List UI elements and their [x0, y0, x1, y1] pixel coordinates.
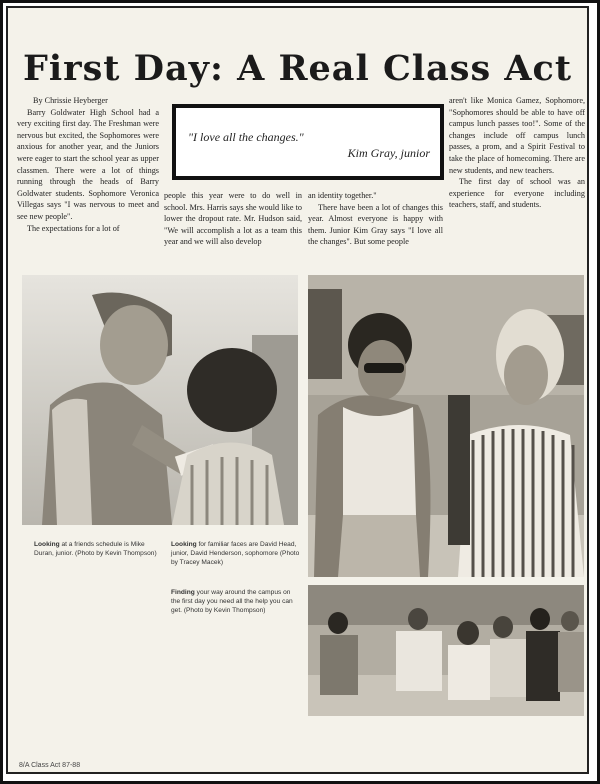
byline: By Chrissie Heyberger — [33, 96, 108, 105]
headline: First Day: A Real Class Act — [22, 48, 573, 89]
photo-students-in-courtyard — [308, 275, 584, 577]
photo-caption — [34, 540, 160, 558]
page-folio: 8/A Class Act 87-88 — [19, 762, 81, 769]
caption-lead: Looking — [171, 541, 197, 548]
caption-text: for familiar faces are David Head, junior, David Henderson, sophomore (Photo by Tracey Macek) — [171, 541, 300, 566]
paragraph: aren't like Monica Gamez, Sophomore, "Sophomores should be able to have off campus lunch passes too!". Some of the changes include off campus lunch passes, a prom, and a Spirit Festival to take the place of homecoming. There are new students, and new teachers. — [449, 96, 585, 175]
paragraph: There have been a lot of changes this year. Almost everyone is happy with them. Junior Kim Gray says "I love all the changes". But some people — [308, 202, 443, 247]
yearbook-page — [6, 6, 589, 774]
paragraph: The first day of school was an experience for everyone including teachers, staff, and students. — [449, 177, 585, 210]
photo-student-with-schedule — [22, 275, 298, 525]
article-column-4 — [449, 95, 585, 211]
article-column-1 — [17, 95, 159, 234]
pull-quote — [172, 104, 444, 180]
article-column-2 — [164, 190, 302, 248]
photo-caption — [171, 588, 301, 615]
paragraph: Barry Goldwater High School had a very exciting first day. The Freshman were nervous but excited, the Sophomores were anxious for another year, and the Juniors were eager to start the school year as upper classmen. There were a lot of things running through the heads of Barry Goldwater students. Sophomore Veronica Villegas says "I was nervous to meet and see new people". — [17, 107, 159, 221]
paragraph: people this year were to do well in school. Mrs. Harris says she would like to lower the dropout rate. Mr. Hudson said, "We will accomplish a lot as a team this year and we will also develop — [164, 191, 302, 247]
quote-text: "I love all the changes." — [188, 130, 304, 144]
caption-lead: Looking — [34, 541, 60, 548]
caption-lead: Finding — [171, 589, 195, 596]
paragraph: an identity together." — [308, 191, 377, 200]
caption-text: your way around the campus on the first day you need all the help you can get. (Photo by Kevin Thompson) — [171, 589, 293, 614]
photo-caption — [171, 540, 301, 567]
article-column-3 — [308, 190, 443, 248]
quote-attribution: Kim Gray, junior — [347, 146, 430, 160]
photo-students-walking — [308, 585, 584, 716]
paragraph: The expectations for a lot of — [27, 223, 120, 233]
caption-text: at a friends schedule is Mike Duran, junior. (Photo by Kevin Thompson) — [34, 541, 157, 557]
